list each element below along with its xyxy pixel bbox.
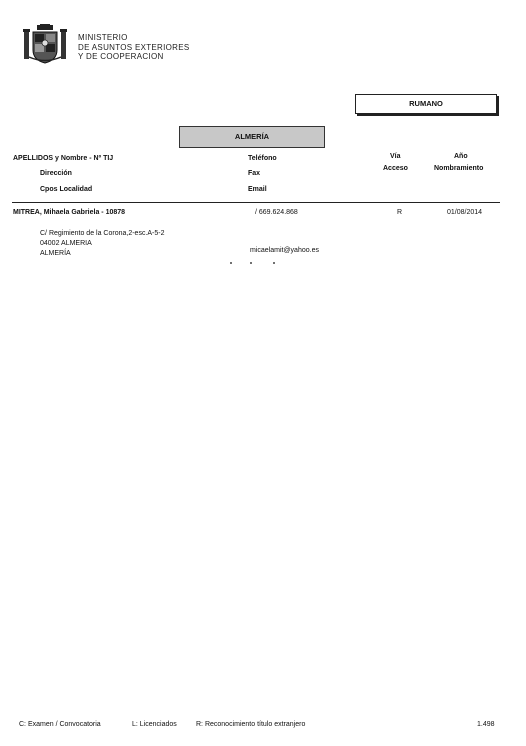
record-postal-code: 04002 ALMERIA — [40, 240, 92, 247]
header-access-1: Vía — [390, 153, 401, 160]
dot-mark — [250, 262, 252, 264]
header-divider — [12, 202, 500, 203]
header-email: Email — [248, 186, 267, 193]
header-year-2: Nombramiento — [434, 165, 484, 172]
record-city: ALMERÍA — [40, 250, 71, 257]
header-postal-city: Cpos Localidad — [40, 186, 93, 193]
language-label: RUMANO — [355, 94, 497, 114]
legend-l: L: Licenciados — [132, 721, 177, 728]
dot-mark — [230, 262, 232, 264]
dot-mark — [273, 262, 275, 264]
coat-of-arms-icon — [22, 24, 68, 64]
page-number: 1.498 — [477, 721, 495, 728]
header-name-tij: APELLIDOS y Nombre - Nº TIJ — [13, 155, 114, 162]
record-address: C/ Regimiento de la Corona,2-esc.A-5-2 — [40, 230, 165, 237]
record-access: R — [397, 209, 403, 216]
record-name-tij: MITREA, Mihaela Gabriela - 10878 — [13, 209, 126, 216]
header-year-1: Año — [454, 153, 468, 160]
record-email: micaelamit@yahoo.es — [250, 247, 319, 254]
header-address: Dirección — [40, 170, 72, 177]
record-phone: / 669.624.868 — [255, 209, 298, 216]
ministry-line-3: Y DE COOPERACION — [78, 52, 164, 61]
record-date: 01/08/2014 — [447, 209, 483, 216]
legend-r: R: Reconocimiento título extranjero — [196, 721, 306, 728]
ministry-line-2: DE ASUNTOS EXTERIORES — [78, 42, 190, 52]
header-fax: Fax — [248, 170, 261, 177]
ministry-line-1: MINISTERIO — [78, 33, 128, 42]
ministry-name — [78, 33, 190, 62]
legend-c: C: Examen / Convocatoria — [19, 721, 101, 728]
header-access-2: Acceso — [383, 165, 408, 172]
header-phone: Teléfono — [248, 155, 277, 162]
province-label: ALMERÍA — [179, 126, 325, 148]
